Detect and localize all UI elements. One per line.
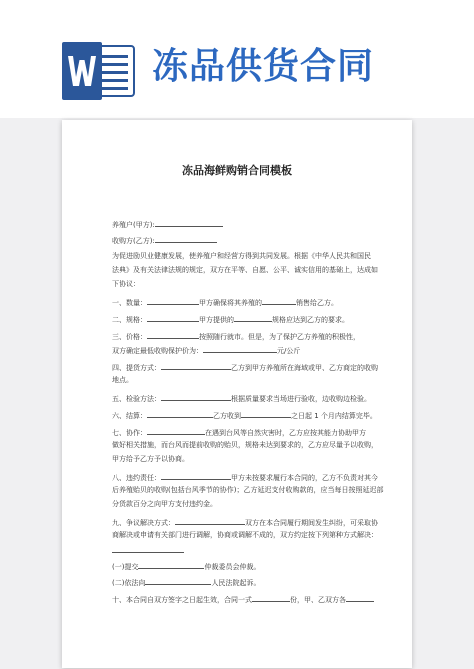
clause-9-label: 九、争议解决方式：: [112, 519, 175, 527]
intro-line: 为促进励贝业健康发展，使养殖户和经营方得到共同发展。根据《中华人民共和国民: [112, 252, 371, 260]
intro-line: 下协议：: [112, 280, 140, 288]
clause-3-text: 双方确定最低收购保护价为：: [112, 347, 203, 355]
clause-8-label: 八、违约责任：: [112, 474, 161, 482]
clause-10-text: 份，甲、乙双方各: [290, 596, 346, 604]
clause-9-text: 双方在本合同履行期间发生纠纷，可采取协: [245, 519, 378, 527]
clause-9: [112, 516, 384, 528]
clause-5-label: 五、检验方法：: [112, 395, 161, 403]
clause-2-label: 二、规格：: [112, 316, 147, 324]
party-a-line: [112, 218, 384, 230]
clause-7-cont: 甲方给予乙方予以协商。: [112, 455, 189, 463]
blank: [161, 471, 231, 480]
clause-5: [112, 392, 384, 404]
clause-10-text: 十、本合同自双方签字之日起生效，合同一式: [112, 596, 252, 604]
clause-2-text: 甲方提供的: [199, 316, 234, 324]
party-a-blank: [155, 218, 223, 227]
clause-8-cont: 分货款百分之向甲方支付违约金。: [112, 500, 217, 508]
clause-9-blank-line: [112, 544, 384, 556]
clause-3-label: 三、价格：: [112, 333, 147, 341]
blank: [234, 313, 272, 322]
blank: [147, 409, 213, 418]
clause-9-cont: 商解决或申请有关部门进行调解，协商或调解不成的，双方约定按下列第种方式解决：: [112, 531, 378, 539]
blank: [147, 296, 199, 305]
clause-2-text: 规格应达到乙方的要求。: [272, 316, 349, 324]
blank: [161, 361, 231, 370]
intro-line: 法典》及有关法律法规的规定，双方在平等、自愿、公平、诚实信用的基础上，达成如: [112, 266, 378, 274]
blank: [346, 593, 374, 602]
option-2-text: 人民法院起诉。: [211, 579, 261, 587]
word-icon: [60, 42, 136, 100]
banner: [0, 0, 474, 118]
blank: [241, 409, 291, 418]
clause-10: [112, 593, 384, 605]
clause-8: [112, 471, 384, 483]
blank: [138, 560, 204, 569]
option-2-label: (二)依法向: [112, 579, 146, 587]
blank: [203, 344, 277, 353]
clause-6-text: 乙方收到: [213, 412, 241, 420]
blank: [161, 392, 231, 401]
clause-8-cont: 后养殖贻贝的收购(包括台风季节的协作)；乙方延迟支付收购款的，应当每日按照延迟部: [112, 486, 384, 494]
clause-4-text: 乙方到甲方养殖所在海域或甲、乙方商定的收购: [231, 364, 378, 372]
blank: [147, 330, 199, 339]
clause-6-text: 之日起 1 个月内结算完毕。: [291, 412, 377, 420]
banner-title: 冻品供货合同: [152, 46, 375, 87]
clause-6-label: 六、结算：: [112, 412, 147, 420]
clause-2: [112, 313, 384, 325]
document-page: [62, 120, 412, 668]
option-1-label: (一)提交: [112, 563, 139, 571]
clause-4: [112, 361, 384, 373]
clause-3-cont: [112, 344, 384, 356]
clause-6: [112, 409, 384, 421]
clause-1: [112, 296, 384, 308]
clause-9-option-2: [112, 576, 384, 588]
clause-7-label: 七、协作：: [112, 429, 147, 437]
clause-1-label: 一、数量：: [112, 299, 147, 307]
clause-9-option-1: [112, 560, 384, 572]
clause-1-text: 甲方确保将其养殖的: [199, 299, 262, 307]
blank: [112, 544, 184, 553]
blank: [147, 426, 205, 435]
blank: [147, 313, 199, 322]
clause-8-text: 甲方未按要求履行本合同的，乙方不负责对其今: [231, 474, 378, 482]
clause-7: [112, 426, 384, 438]
clause-3: [112, 330, 384, 342]
blank: [175, 516, 245, 525]
party-b-blank: [155, 234, 217, 243]
clause-4-cont: 地点。: [112, 376, 133, 384]
party-a-label: 养殖户(甲方):: [112, 221, 155, 229]
document-title: 冻品海鲜购销合同模板: [182, 164, 292, 177]
blank: [252, 593, 290, 602]
party-b-line: [112, 234, 384, 246]
clause-3-text: 按照随行就市。但是，为了保护乙方养殖的积极性，: [199, 333, 360, 341]
clause-5-text: 根据质量要求当场进行验收，边收购边检验。: [231, 395, 371, 403]
blank: [145, 576, 211, 585]
clause-4-label: 四、提货方式：: [112, 364, 161, 372]
clause-7-cont: 做好相关措施，而台风而提前收购的贻贝，规格未达到要求的，乙方应尽量予以收购，: [112, 441, 378, 449]
option-1-text: 仲裁委员会仲裁。: [204, 563, 261, 571]
clause-1-text: 销售给乙方。: [296, 299, 338, 307]
price-unit: 元/公斤: [277, 347, 301, 355]
blank: [262, 296, 296, 305]
clause-7-text: 在遇到台风等自然灾害时，乙方应按其能力协助甲方: [205, 429, 366, 437]
party-b-label: 收购方(乙方):: [112, 237, 155, 245]
